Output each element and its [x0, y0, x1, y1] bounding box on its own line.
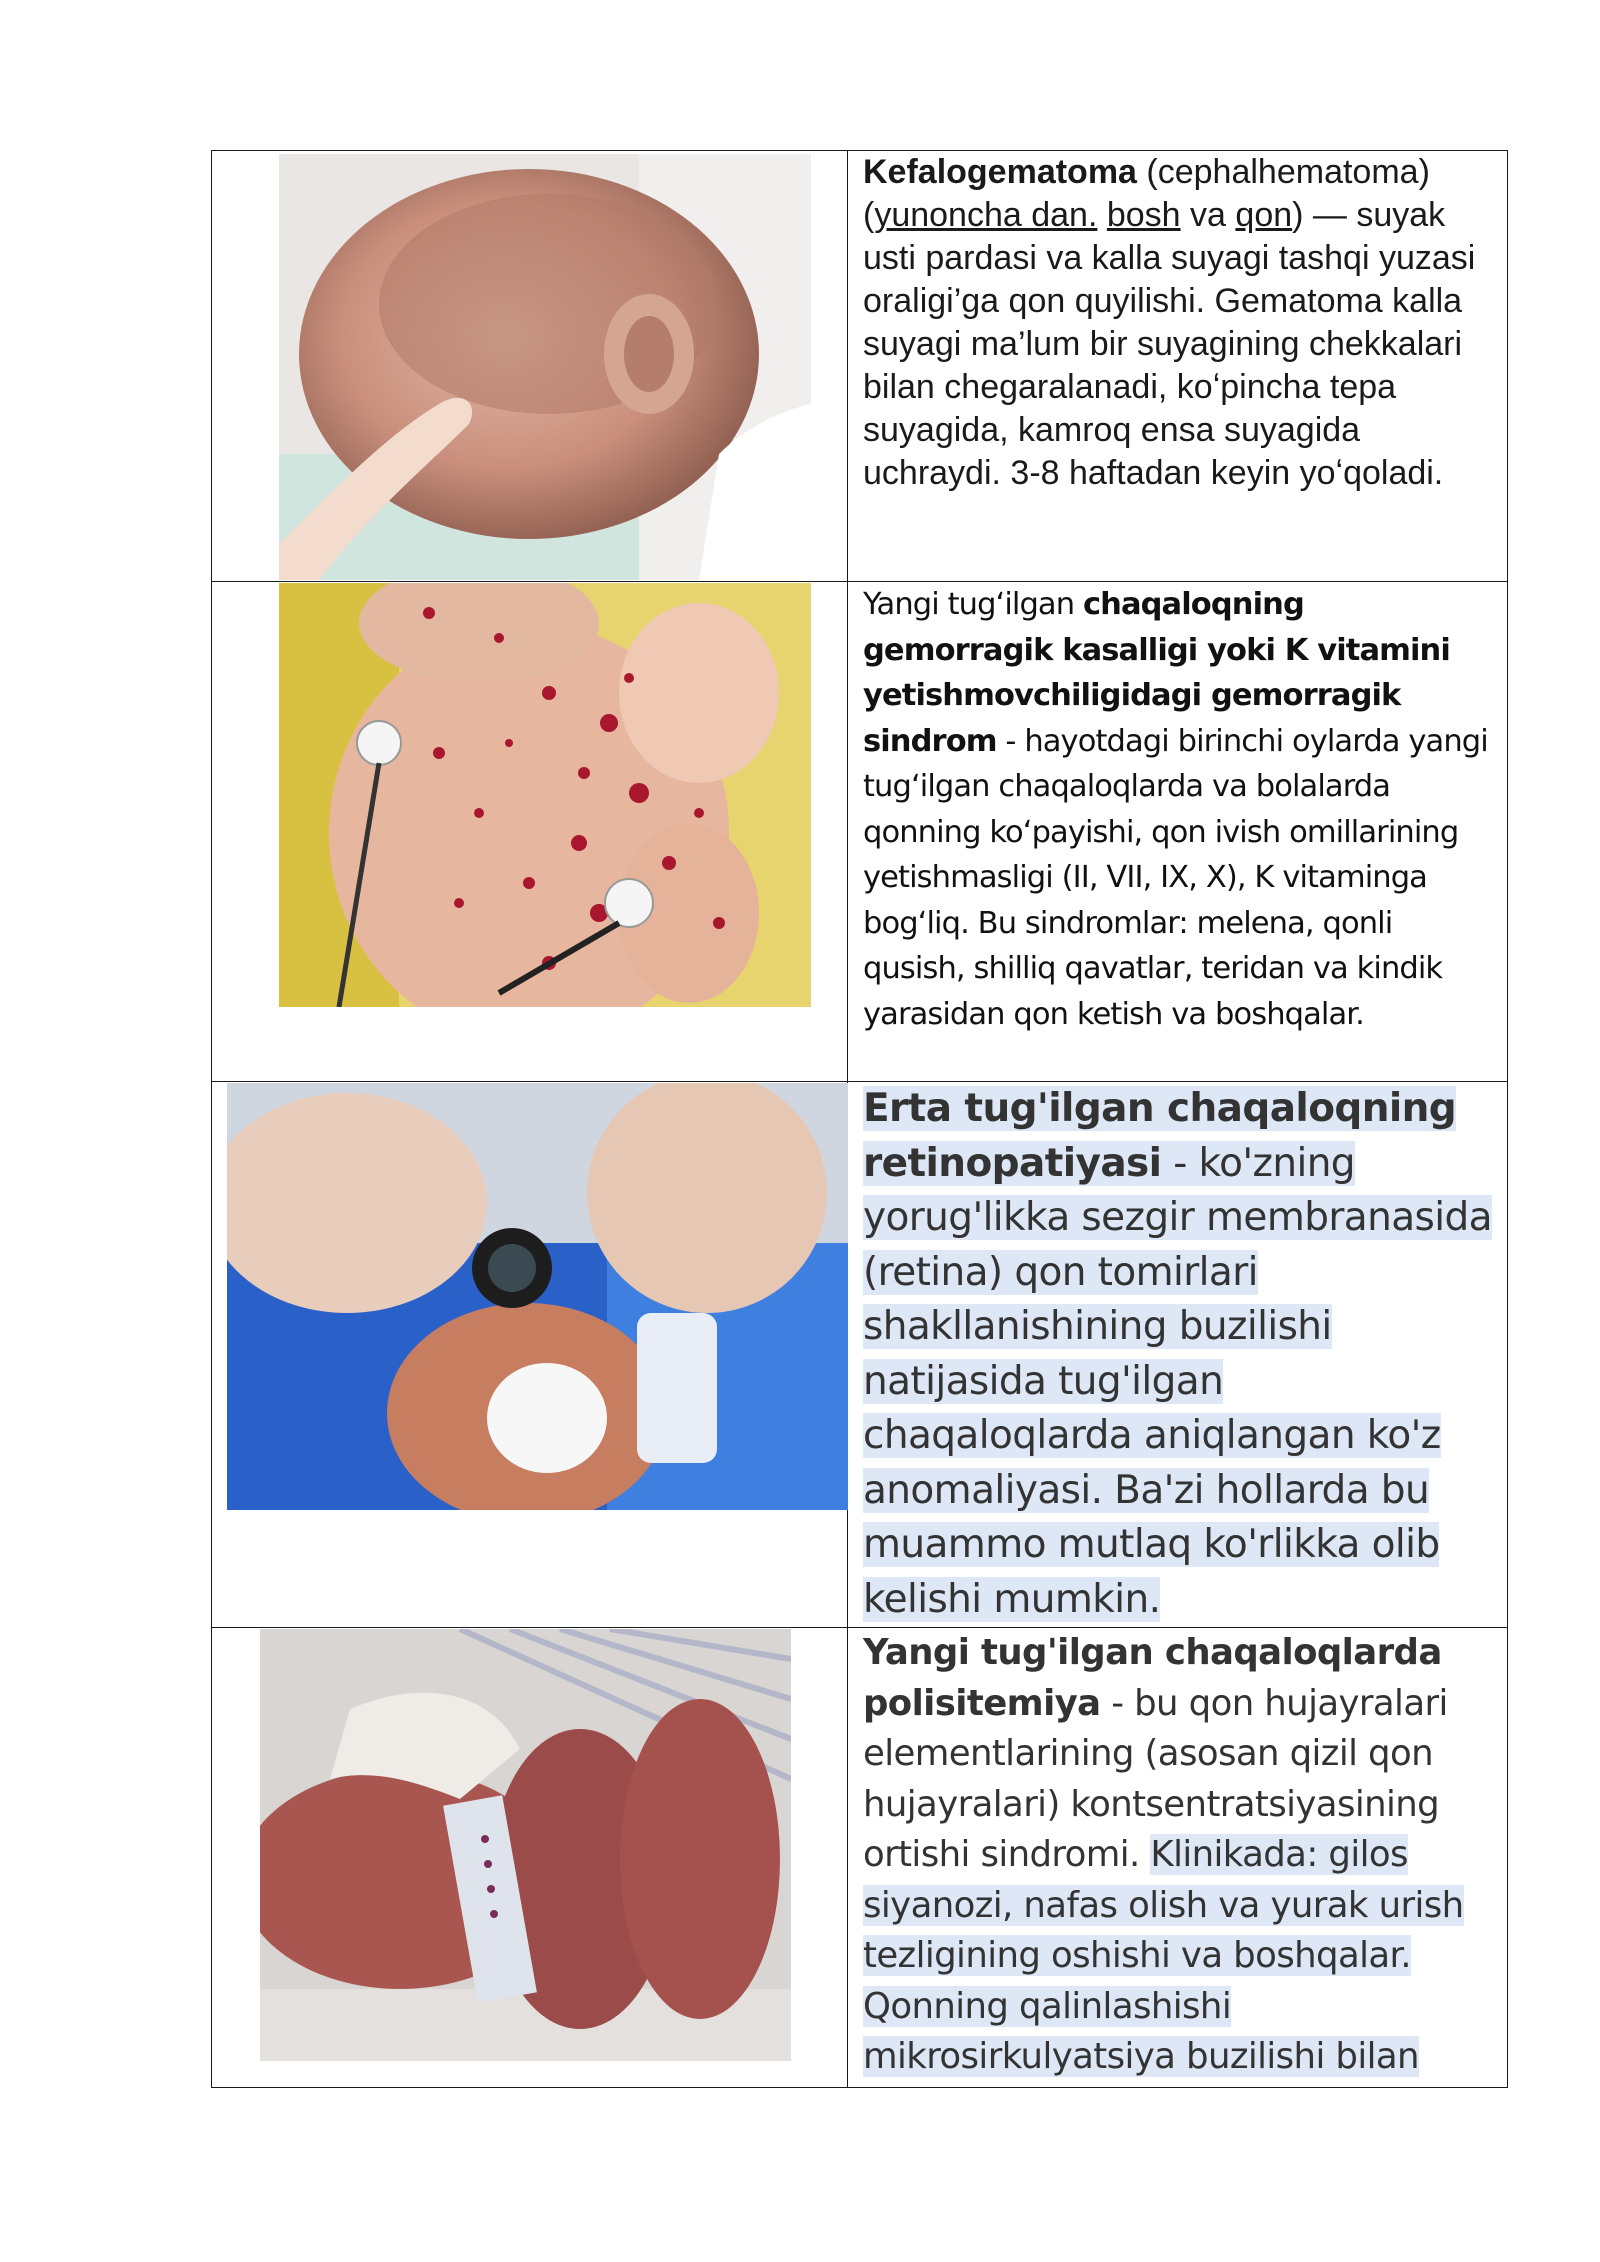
image-cell	[212, 1628, 848, 2088]
link-qon[interactable]: qon	[1235, 196, 1293, 234]
cephalhematoma-description: Kefalogematoma (cephalhematoma) (yunoncha dan. bosh va qon) — suyak usti pardasi va kalla suyagi tashqi yuzasi oraligi’ga qon quyilishi. Gematoma kalla suyagi ma’lum bir suyagining chekkalari bilan chegaralanadi, koʻpincha tepa suyagida, kamroq ensa suyagida uchraydi. 3-8 haftadan keyin yoʻqoladi.	[848, 151, 1508, 582]
image-cell	[212, 582, 848, 1082]
retinopathy-exam-photo	[227, 1083, 848, 1510]
link-yunoncha[interactable]: yunoncha dan.	[874, 196, 1098, 234]
polycythemia-description: Yangi tug'ilgan chaqaloqlarda polisitemiya - bu qon hujayralari elementlarining (asosan qizil qon hujayralari) kontsentratsiyasining ortishi sindromi. Klinikada: gilos siyanozi, nafas olish va yurak urish tezligining oshishi va boshqalar. Qonning qalinlashishi mikrosirkulyatsiya buzilishi bilan	[848, 1628, 1508, 2088]
hemorrhagic-rash-photo	[279, 583, 811, 1007]
term-title: chaqaloqning gemorragik kasalligi yoki K vitamini yetishmovchiligidagi gemorragik sindrom	[863, 587, 1450, 759]
image-cell	[212, 1082, 848, 1628]
table-row	[212, 151, 1508, 582]
retinopathy-description: Erta tug'ilgan chaqaloqning retinopatiyasi - ko'zning yorug'likka sezgir membranasida (retina) qon tomirlari shakllanishining buzilishi natijasida tug'ilgan chaqaloqlarda aniqlangan ko'z anomaliyasi. Ba'zi hollarda bu muammo mutlaq ko'rlikka olib kelishi mumkin.	[848, 1082, 1508, 1628]
term-title: Erta tug'ilgan chaqaloqning retinopatiyasi	[863, 1086, 1457, 1186]
table-row	[212, 582, 1508, 1082]
document-table	[211, 150, 1508, 2088]
table-row	[212, 1628, 1508, 2088]
image-cell	[212, 151, 848, 582]
table-row	[212, 1082, 1508, 1628]
cephalhematoma-photo	[279, 154, 811, 580]
vitamin-k-description: Yangi tugʻilgan chaqaloqning gemorragik kasalligi yoki K vitamini yetishmovchiligidagi gemorragik sindrom - hayotdagi birinchi oylarda yangi tugʻilgan chaqaloqlarda va bolalarda qonning koʻpayishi, qon ivish omillarining yetishmasligi (II, VII, IX, X), K vitaminga bogʻliq. Bu sindromlar: melena, qonli qusish, shilliq qavatlar, teridan va kindik yarasidan qon ketish va boshqalar.	[848, 582, 1508, 1082]
term-title: Kefalogematoma	[863, 153, 1137, 191]
link-bosh[interactable]: bosh	[1106, 196, 1181, 234]
polycythemia-photo	[260, 1629, 791, 2061]
term-title: Yangi tug'ilgan chaqaloqlarda polisitemiya	[863, 1632, 1442, 1724]
